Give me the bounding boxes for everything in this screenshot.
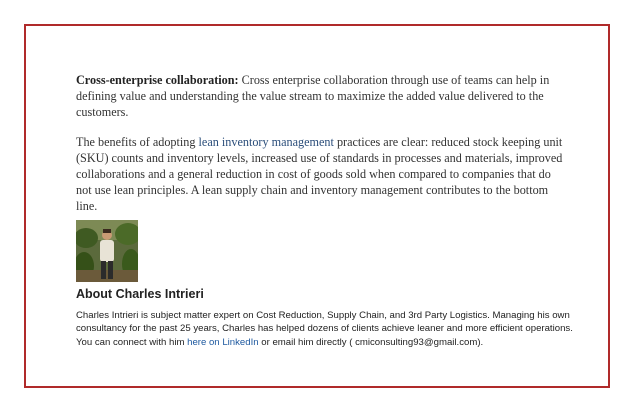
benefits-text-start: The benefits of adopting [76,135,199,149]
bio-text-start: Charles Intrieri is subject matter expert on Cost Reduction, Supply Chain, and 3rd Party Logistics. Managing his own consultancy for the past 25 years, Charles has helped dozens of clients achieve leaner and more efficient operations. You can connect with him [76,310,573,348]
benefits-text-end: practices are clear: reduced stock keeping unit (SKU) counts and inventory levels, increased use of standards in processes and materials, improved collaborations and a general reduction in cost of goods sold when compared to companies that do not use lean principles. A lean supply chain and inventory management contributes to the bottom line. [76,135,563,213]
benefits-paragraph [76,134,566,214]
linkedin-link[interactable]: here on LinkedIn [187,336,259,348]
author-heading: About Charles Intrieri [76,287,204,301]
author-photo-image [76,220,138,282]
bio-text-end: or email him directly ( cmiconsulting93@gmail.com). [258,336,484,348]
collaboration-label: Cross-enterprise collaboration: [76,73,239,87]
lean-inventory-link[interactable]: lean inventory management [198,135,334,149]
collaboration-text: Cross enterprise collaboration through use of teams can help in defining value and understanding the value stream to maximize the added value delivered to the customers. [76,73,550,119]
collaboration-paragraph [76,72,566,120]
author-photo [76,220,138,282]
author-bio [76,309,576,349]
